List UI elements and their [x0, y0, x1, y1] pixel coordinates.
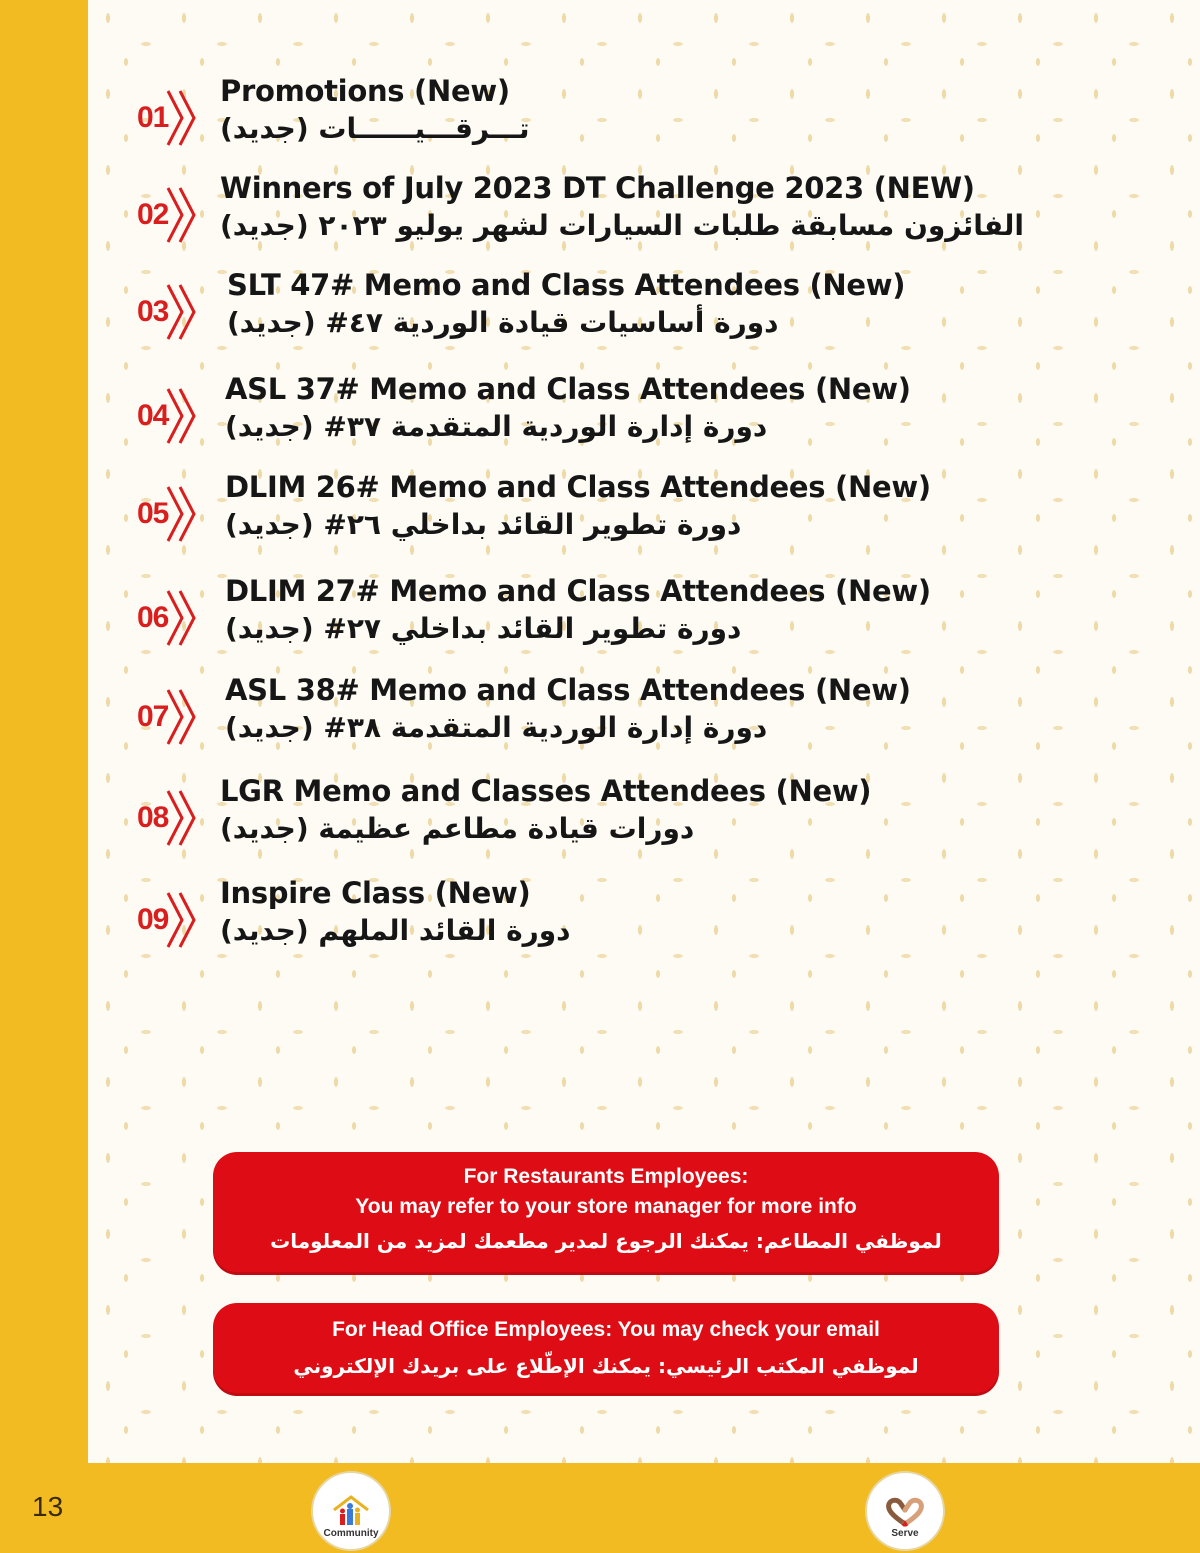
list-item — [130, 470, 1190, 574]
community-badge — [311, 1471, 391, 1551]
item-title-en: DLIM 27# Memo and Class Attendees (New) — [225, 574, 931, 608]
item-title-ar: دورة إدارة الوردية المتقدمة ٣٨# (جديد) — [225, 711, 768, 744]
page-number: 13 — [32, 1491, 64, 1522]
double-chevron-icon — [166, 282, 200, 342]
item-title-en: ASL 37# Memo and Class Attendees (New) — [225, 372, 911, 406]
community-house-icon — [330, 1494, 372, 1528]
item-number-badge — [137, 386, 200, 446]
list-item — [130, 171, 1190, 268]
item-number-badge — [137, 890, 200, 950]
item-number: 05 — [137, 497, 169, 530]
item-title-en: LGR Memo and Classes Attendees (New) — [220, 774, 872, 808]
item-number-badge — [137, 687, 200, 747]
double-chevron-icon — [166, 890, 200, 950]
double-chevron-icon — [166, 185, 200, 245]
item-title-ar: تـــرقـــيــــــات (جديد) — [220, 112, 530, 145]
restaurants-notice-text: You may refer to your store manager for more info — [355, 1195, 857, 1218]
double-chevron-icon — [166, 484, 200, 544]
item-title-en: Winners of July 2023 DT Challenge 2023 (NEW) — [220, 171, 975, 205]
item-number-badge — [137, 185, 200, 245]
list-item — [130, 774, 1190, 876]
list-item — [130, 74, 1190, 171]
heart-hands-icon — [883, 1496, 927, 1528]
item-title-ar: دورة إدارة الوردية المتقدمة ٣٧# (جديد) — [225, 410, 768, 443]
item-number-badge — [137, 88, 200, 148]
item-number: 04 — [137, 399, 169, 432]
item-number-badge — [137, 588, 200, 648]
list-item — [130, 574, 1190, 673]
item-title-ar: دورة تطوير القائد بداخلي ٢٦# (جديد) — [225, 508, 742, 541]
list-item — [130, 268, 1190, 372]
item-title-en: DLIM 26# Memo and Class Attendees (New) — [225, 470, 931, 504]
item-number-badge — [137, 484, 200, 544]
item-title-en: Inspire Class (New) — [220, 876, 531, 910]
item-title-ar: دورات قيادة مطاعم عظيمة (جديد) — [220, 812, 695, 845]
item-number: 01 — [137, 101, 169, 134]
item-number-badge — [137, 282, 200, 342]
double-chevron-icon — [166, 687, 200, 747]
restaurants-notice-text-ar: لموظفي المطاعم: يمكنك الرجوع لمدير مطعمك لمزيد من المعلومات — [270, 1229, 942, 1253]
item-number: 09 — [137, 903, 169, 936]
double-chevron-icon — [166, 788, 200, 848]
head-office-notice-box — [213, 1303, 999, 1393]
double-chevron-icon — [166, 386, 200, 446]
item-title-en: Promotions (New) — [220, 74, 510, 108]
item-title-ar: دورة القائد الملهم (جديد) — [220, 914, 571, 947]
left-side-bar — [0, 0, 88, 1463]
head-office-notice-text: For Head Office Employees: You may check your email — [332, 1318, 880, 1341]
serve-badge — [865, 1471, 945, 1551]
restaurants-notice-heading: For Restaurants Employees: — [463, 1165, 749, 1188]
footer-bar — [0, 1463, 1200, 1553]
serve-badge-label: Serve — [891, 1528, 919, 1539]
community-badge-label: Community — [323, 1528, 379, 1539]
item-title-en: SLT 47# Memo and Class Attendees (New) — [227, 268, 906, 302]
item-title-ar: دورة تطوير القائد بداخلي ٢٧# (جديد) — [225, 612, 742, 645]
item-title-ar: الفائزون مسابقة طلبات السيارات لشهر يوليو ٢٠٢٣ (جديد) — [220, 209, 1024, 242]
item-number: 03 — [137, 295, 169, 328]
list-item — [130, 372, 1190, 470]
list-item — [130, 876, 1190, 966]
item-title-ar: دورة أساسيات قيادة الوردية ٤٧# (جديد) — [227, 306, 779, 339]
head-office-notice-text-ar: لموظفي المكتب الرئيسي: يمكنك الإطّلاع على بريدك الإلكتروني — [293, 1354, 919, 1378]
item-list — [130, 74, 1190, 966]
list-item — [130, 673, 1190, 774]
item-number-badge — [137, 788, 200, 848]
item-number: 06 — [137, 601, 169, 634]
item-number: 07 — [137, 700, 169, 733]
item-title-en: ASL 38# Memo and Class Attendees (New) — [225, 673, 911, 707]
restaurants-notice-box — [213, 1152, 999, 1272]
double-chevron-icon — [166, 88, 200, 148]
item-number: 02 — [137, 198, 169, 231]
item-number: 08 — [137, 801, 169, 834]
double-chevron-icon — [166, 588, 200, 648]
